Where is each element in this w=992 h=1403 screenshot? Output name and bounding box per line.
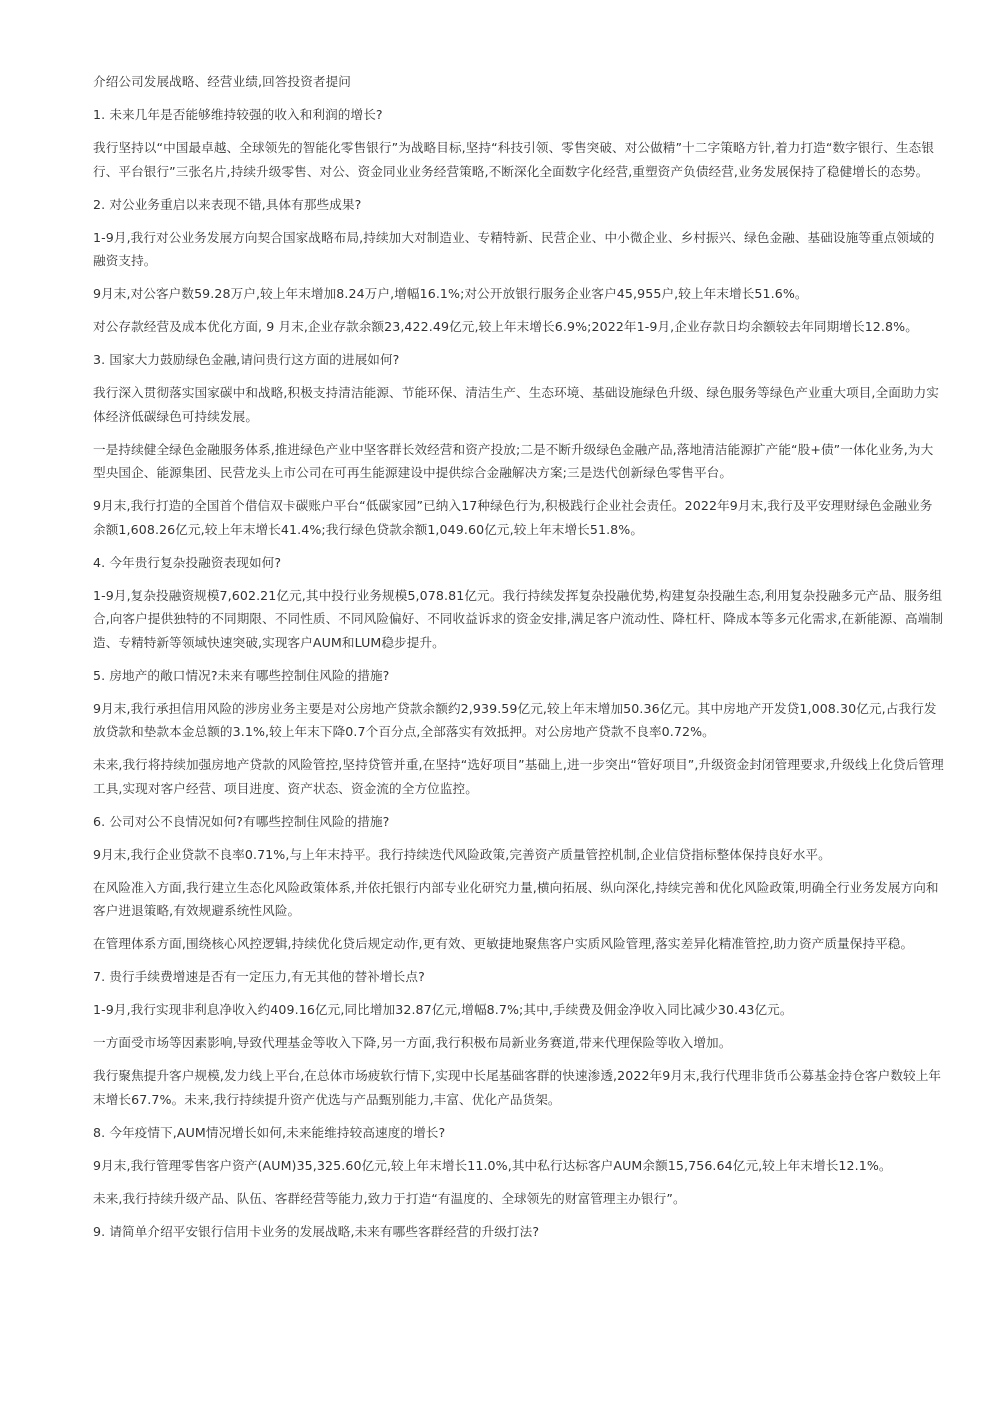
question-heading: 2. 对公业务重启以来表现不错,具体有那些成果? [93, 196, 362, 212]
question-heading: 9. 请简单介绍平安银行信用卡业务的发展战略,未来有哪些客群经营的升级打法? [93, 1223, 540, 1239]
question-heading: 4. 今年贵行复杂投融资表现如何? [93, 554, 282, 570]
answer-paragraph: 对公存款经营及成本优化方面, 9 月末,企业存款余额23,422.49亿元,较上年末增长6.9%;2022年1-9月,企业存款日均余额较去年同期增长12.8%。 [93, 319, 918, 334]
question-heading: 6. 公司对公不良情况如何?有哪些控制住风险的措施? [93, 813, 390, 829]
question-heading: 8. 今年疫情下,AUM情况增长如何,未来能维持较高速度的增长? [93, 1124, 446, 1140]
answer-paragraph: 未来,我行将持续加强房地产贷款的风险管控,坚持贷管并重,在坚持“选好项目”基础上,进一步突出“管好项目”,升级资金封闭管理要求,升级线上化贷后管理工具,实现对客户经营、项目进度、资产状态、资金流的全方位监控。 [93, 757, 944, 796]
answer-paragraph: 一是持续健全绿色金融服务体系,推进绿色产业中坚客群长效经营和资产投放;二是不断升级绿色金融产品,落地清洁能源扩产能“股+债”一体化业务,为大型央国企、能源集团、民营龙头上市公司在可再生能源建设中提供综合金融解决方案;三是迭代创新绿色零售平台。 [93, 441, 934, 480]
answer-paragraph: 未来,我行持续升级产品、队伍、客群经营等能力,致力于打造“有温度的、全球领先的财富管理主办银行”。 [93, 1190, 686, 1206]
answer-paragraph: 9月末,我行企业贷款不良率0.71%,与上年末持平。我行持续迭代风险政策,完善资产质量管控机制,企业信贷指标整体保持良好水平。 [93, 846, 831, 862]
answer-paragraph: 1-9月,复杂投融资规模7,602.21亿元,其中投行业务规模5,078.81亿元。我行持续发挥复杂投融优势,构建复杂投融生态,利用复杂投融多元产品、服务组合,向客户提供独特的不同期限、不同性质、不同风险偏好、不同收益诉求的资金安排,满足客户流动性、降杠杆、降成本等多元化需求,在新能源、高端制造、专精特新等领域快速突破,实现客户AUM和LUM稳步提升。 [93, 587, 944, 650]
answer-paragraph: 1-9月,我行实现非利息净收入约409.16亿元,同比增加32.87亿元,增幅8.7%;其中,手续费及佣金净收入同比减少30.43亿元。 [93, 1002, 793, 1017]
answer-paragraph: 9月末,我行管理零售客户资产(AUM)35,325.60亿元,较上年末增长11.0%,其中私行达标客户AUM余额15,756.64亿元,较上年末增长12.1%。 [93, 1157, 892, 1173]
answer-paragraph: 我行深入贯彻落实国家碳中和战略,积极支持清洁能源、节能环保、清洁生产、生态环境、基础设施绿色升级、绿色服务等绿色产业重大项目,全面助力实体经济低碳绿色可持续发展。 [93, 385, 939, 424]
answer-paragraph: 我行坚持以“中国最卓越、全球领先的智能化零售银行”为战略目标,坚持“科技引领、零售突破、对公做精”十二字策略方针,着力打造“数字银行、生态银行、平台银行”三张名片,持续升级零售、对公、资金同业业务经营策略,不断深化全面数字化经营,重塑资产负债经营,业务发展保持了稳健增长的态势。 [93, 140, 935, 179]
document-body [93, 70, 944, 1243]
question-heading: 1. 未来几年是否能够维持较强的收入和利润的增长? [93, 107, 383, 122]
answer-paragraph: 9月末,我行打造的全国首个借信双卡碳账户平台“低碳家园”已纳入17种绿色行为,积极践行企业社会责任。2022年9月末,我行及平安理财绿色金融业务余额1,608.26亿元,较上年末增长41.4%;我行绿色贷款余额1,049.60亿元,较上年末增长51.8%。 [93, 498, 933, 537]
answer-paragraph: 9月末,对公客户数59.28万户,较上年末增加8.24万户,增幅16.1%;对公开放银行服务企业客户45,955户,较上年末增长51.6%。 [93, 286, 808, 301]
question-heading: 3. 国家大力鼓励绿色金融,请问贵行这方面的进展如何? [93, 352, 400, 367]
question-heading: 7. 贵行手续费增速是否有一定压力,有无其他的替补增长点? [93, 969, 425, 984]
answer-paragraph: 9月末,我行承担信用风险的涉房业务主要是对公房地产贷款余额约2,939.59亿元,较上年末增加50.36亿元。其中房地产开发贷1,008.30亿元,占我行发放贷款和垫款本金总额的3.1%,较上年末下降0.7个百分点,全部落实有效抵押。对公房地产贷款不良率0.72%。 [93, 700, 937, 739]
answer-paragraph: 1-9月,我行对公业务发展方向契合国家战略布局,持续加大对制造业、专精特新、民营企业、中小微企业、乡村振兴、绿色金融、基础设施等重点领域的融资支持。 [93, 229, 935, 268]
answer-paragraph: 在风险准入方面,我行建立生态化风险政策体系,并依托银行内部专业化研究力量,横向拓展、纵向深化,持续完善和优化风险政策,明确全行业务发展方向和客户进退策略,有效规避系统性风险。 [93, 879, 939, 918]
answer-paragraph: 我行聚焦提升客户规模,发力线上平台,在总体市场疲软行情下,实现中长尾基础客群的快速渗透,2022年9月末,我行代理非货币公募基金持仓客户数较上年末增长67.7%。未来,我行持续提升资产优选与产品甄别能力,丰富、优化产品货架。 [93, 1068, 942, 1107]
intro-text: 介绍公司发展战略、经营业绩,回答投资者提问 [93, 74, 351, 89]
answer-paragraph: 一方面受市场等因素影响,导致代理基金等收入下降,另一方面,我行积极布局新业务赛道,带来代理保险等收入增加。 [93, 1035, 732, 1050]
question-heading: 5. 房地产的敞口情况?未来有哪些控制住风险的措施? [93, 667, 390, 683]
answer-paragraph: 在管理体系方面,围绕核心风控逻辑,持续优化贷后规定动作,更有效、更敏捷地聚焦客户实质风险管理,落实差异化精准管控,助力资产质量保持平稳。 [93, 936, 914, 951]
